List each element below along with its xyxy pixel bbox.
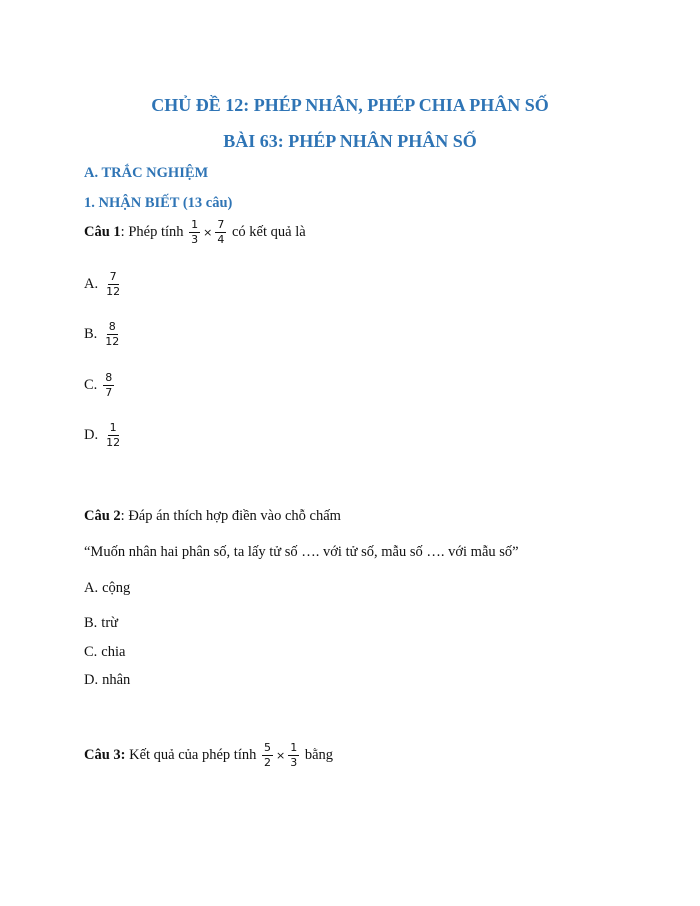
question-label: Câu 2 [84, 508, 121, 524]
topic-title: CHỦ ĐỀ 12: PHÉP NHÂN, PHÉP CHIA PHÂN SỐ [151, 95, 549, 115]
question-label: Câu 1 [84, 223, 121, 240]
question-suffix: có kết quả là [228, 223, 306, 240]
question-text: Đáp án thích hợp điền vào chỗ chấm [124, 508, 341, 524]
fraction: $\frac{1}{3}$ [191, 218, 199, 246]
fraction: $\frac{1}{3}$ [290, 741, 298, 769]
fraction: $\frac{8}{12}$ [105, 320, 120, 348]
question-label-sep: : [120, 223, 125, 240]
option-c: C. $\frac{8}{7}$ [84, 371, 113, 399]
section-heading: A. TRẮC NGHIỆM [84, 165, 209, 181]
option-a: A. cộng [84, 580, 131, 596]
question-label: Câu 3: [84, 746, 126, 763]
question-prefix: Kết quả của phép tính [125, 746, 260, 763]
question-label-sep: : [120, 508, 125, 524]
fraction: $\frac{7}{12}$ [106, 270, 121, 298]
fraction: $\frac{7}{4}$ [217, 218, 225, 246]
fraction: $\frac{8}{7}$ [105, 371, 113, 399]
option-d: D. nhân [84, 672, 131, 688]
lesson-title: BÀI 63: PHÉP NHÂN PHÂN SỐ [223, 131, 477, 151]
option-c: C. chia [84, 644, 126, 660]
question-suffix: bằng [301, 746, 334, 763]
option-d: D. $\frac{1}{12}$ [84, 421, 121, 449]
fraction: $\frac{5}{2}$ [264, 741, 271, 769]
multiply-sign: × [203, 225, 213, 239]
multiply-sign: × [276, 748, 286, 762]
question-1 [84, 219, 306, 245]
fraction: $\frac{1}{12}$ [106, 421, 121, 449]
question-2-quote: “Muốn nhân hai phân số, ta lấy tử số …. với tử số, mẫu số …. với mẫu số” [84, 544, 519, 560]
question-prefix: Phép tính [124, 223, 188, 240]
option-b: B. $\frac{8}{12}$ [84, 320, 120, 348]
level-heading: 1. NHẬN BIẾT (13 câu) [84, 195, 233, 211]
option-a: A. $\frac{7}{12}$ [84, 270, 121, 298]
question-3 [84, 742, 333, 768]
question-2 [84, 508, 341, 525]
option-b: B. trừ [84, 615, 119, 631]
